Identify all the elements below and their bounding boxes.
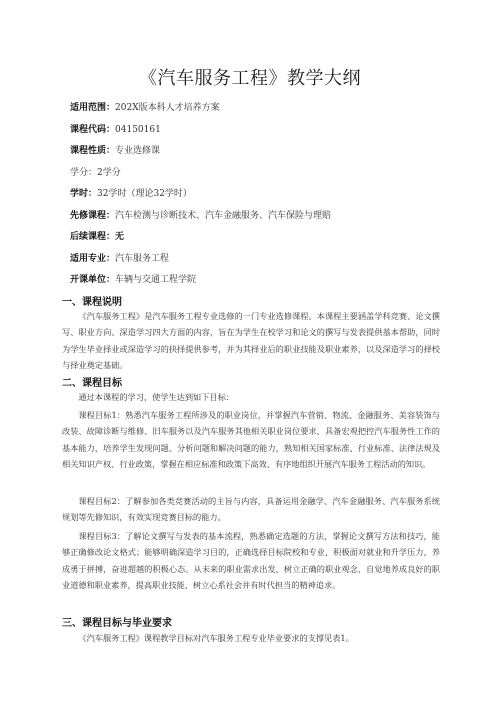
meta-label: 适用范围： <box>70 103 116 113</box>
section-heading-1: 一、课程说明 <box>62 297 122 308</box>
meta-value: 无 <box>115 232 125 242</box>
meta-scope <box>70 98 450 120</box>
meta-label: 课程代码： <box>70 124 116 135</box>
meta-followup <box>70 227 450 249</box>
meta-value: 202X版本科人才培养方案 <box>115 103 220 113</box>
meta-value: 32学时（理论32学时） <box>97 189 192 199</box>
meta-label: 后续课程： <box>70 232 116 242</box>
meta-label: 先修课程： <box>70 210 116 221</box>
document-title: 《汽车服务工程》教学大纲 <box>139 68 361 89</box>
meta-label: 开课单位： <box>70 275 116 285</box>
section-2-paragraph-goal-2: 课程目标2：了解参加各类竞赛活动的主旨与内容，具备运用金融学、汽车金融服务、汽车服务系统规划等先修知识，有效实现竞赛目标的能力。 <box>62 496 440 523</box>
meta-credits-text: 学分：2学分 <box>70 167 121 178</box>
meta-nature <box>70 141 450 163</box>
meta-value: 04150161 <box>115 124 161 135</box>
meta-unit <box>70 270 450 292</box>
section-3-paragraph: 《汽车服务工程》课程教学目标对汽车服务工程专业毕业要求的支撑见表1。 <box>78 633 354 643</box>
section-2-paragraph-intro: 通过本课程的学习，使学生达到如下目标： <box>78 392 234 402</box>
meta-major <box>70 249 450 271</box>
section-heading-2: 二、课程目标 <box>62 378 122 389</box>
meta-code <box>70 120 450 142</box>
meta-credits <box>70 163 450 185</box>
meta-value: 汽车服务工程 <box>115 253 170 264</box>
meta-value: 汽车检测与诊断技术、汽车金融服务、汽车保险与理赔 <box>115 210 332 221</box>
meta-label: 课程性质： <box>70 146 116 156</box>
meta-label: 学时： <box>70 189 98 199</box>
meta-value: 专业选修课 <box>115 146 161 156</box>
meta-label: 适用专业： <box>70 253 116 264</box>
meta-value: 车辆与交通工程学院 <box>115 275 197 285</box>
section-1-paragraph: 《汽车服务工程》是汽车服务工程专业选修的一门专业选修课程。本课程主要涵盖学科竞赛、论文撰写、职业方向、深造学习四大方面的内容，旨在为学生在校学习和论文的撰写与发表提供基本帮助，同时为学生毕业择业或深造学习的抉择提供参考，并为其择业后的职业技能及职业素养，以及深造学习的择校与择业奠定基础。 <box>62 311 440 371</box>
section-2-paragraph-goal-1: 课程目标1：熟悉汽车服务工程所涉及的职业岗位，并掌握汽车营销、物流、金融服务、美容装饰与改装、故障诊断与维修、旧车服务以及汽车服务其他相关职业岗位要求，具备宏观把控汽车服务性工作的基本能力，培养学生发现问题、分析问题和解决问题的能力，熟知相关国家标准、行业标准、法律法规及相关知识产权、行业政策，掌握在相应标准和政策下高效、有序地组织开展汽车服务工程活动的知识。 <box>62 410 440 470</box>
section-2-paragraph-goal-3: 课程目标3：了解论文撰写与发表的基本流程，熟悉确定选题的方法，掌握论文撰写方法和技巧，能够正确修改论文格式；能够明确深造学习目的，正确选择目标院校和专业，积极面对就业和升学压力，养成勇于拼搏，奋进超越的积极心态。从未来的职业需求出发，树立正确的职业观念，自觉地养成良好的职业道德和职业素养，提高职业技能，树立心系社会并有时代担当的精神追求。 <box>62 531 440 591</box>
meta-hours <box>70 184 450 206</box>
section-heading-3: 三、课程目标与毕业要求 <box>62 618 172 629</box>
meta-prereq <box>70 206 450 228</box>
course-info <box>70 98 450 292</box>
